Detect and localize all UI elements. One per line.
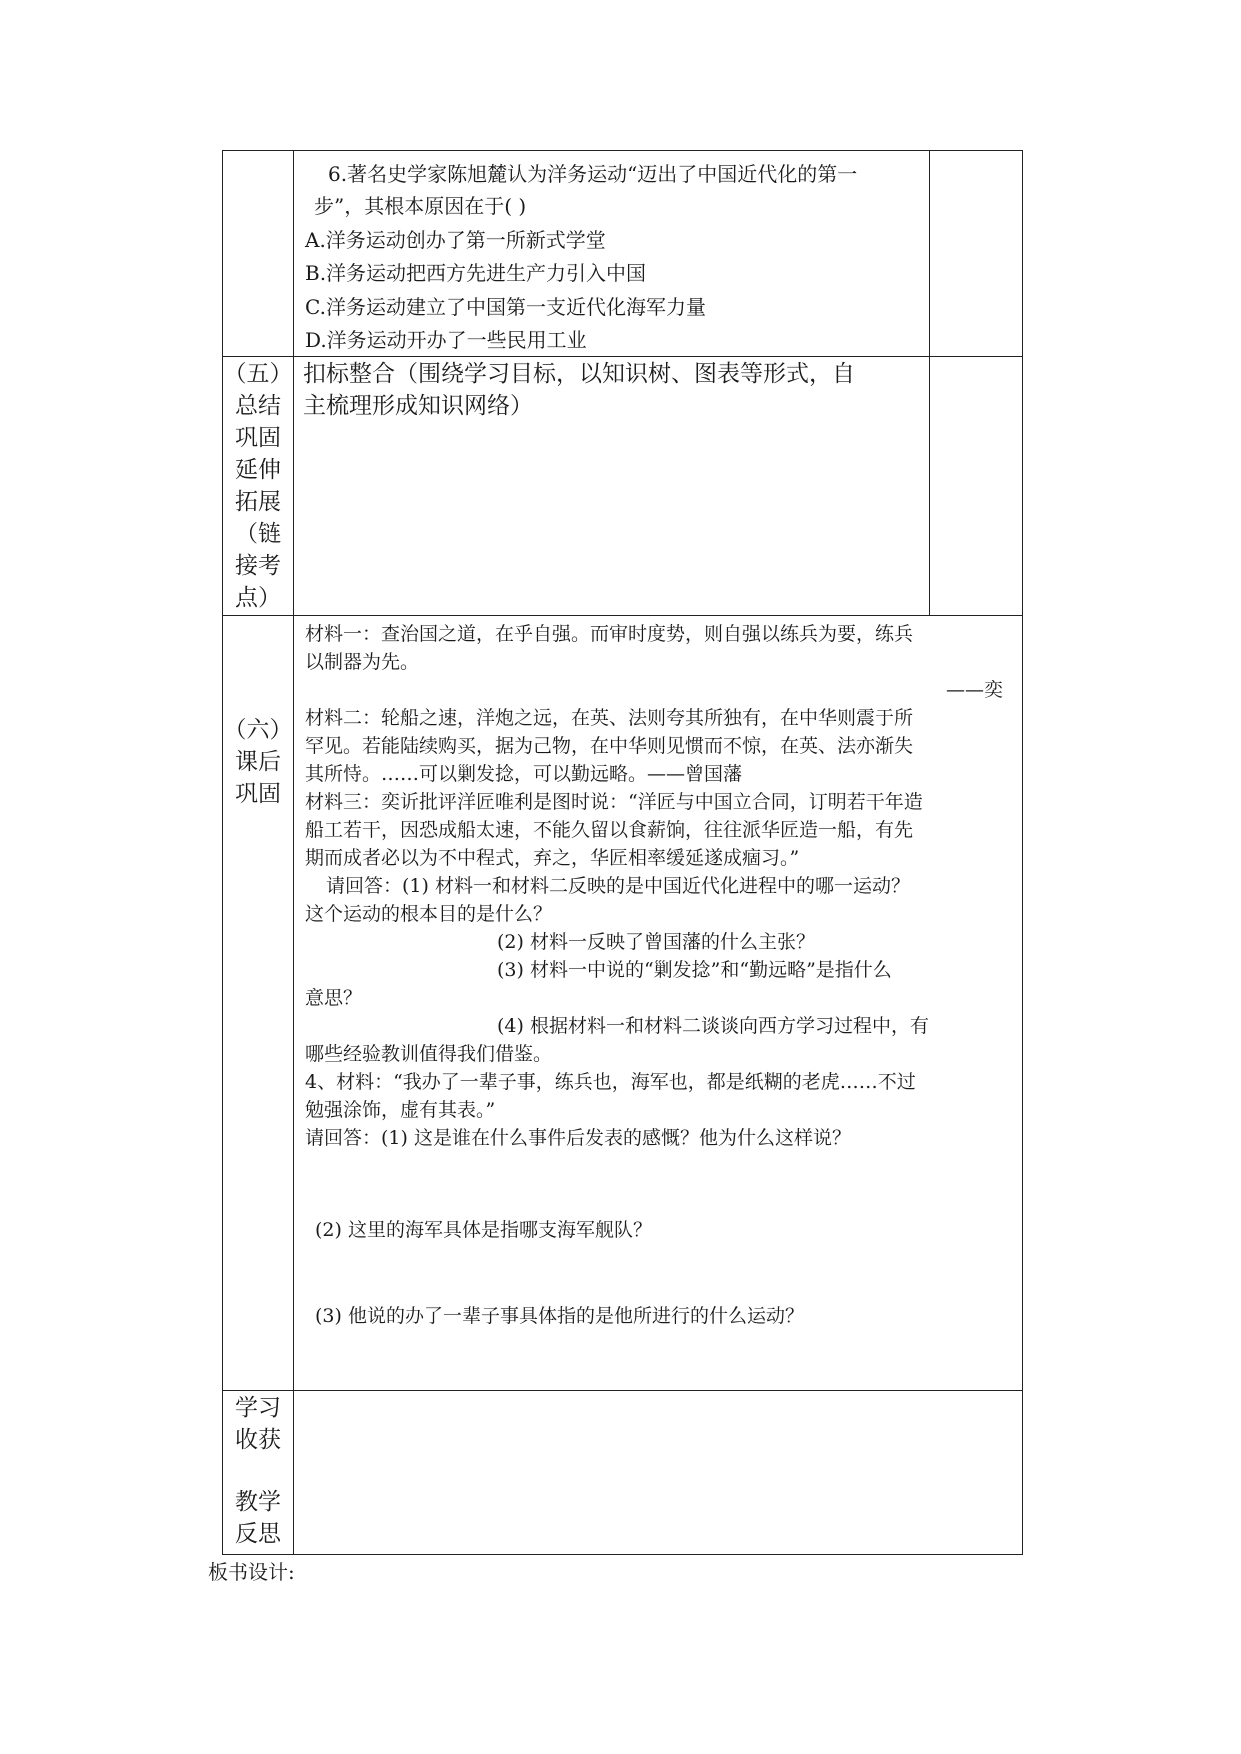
option-d: D.洋务运动开办了一些民用工业: [305, 328, 587, 352]
question-1-line-2: 这个运动的根本目的是什么？: [305, 903, 553, 925]
option-c: C.洋务运动建立了中国第一支近代化海军力量: [305, 295, 706, 319]
label-spacer: [223, 1456, 293, 1486]
material-1-source: ——奕: [946, 679, 1004, 701]
question-stem-line-1: 6.著名史学家陈旭麓认为洋务运动“迈出了中国近代化的第一: [328, 162, 858, 186]
material-4-line-1: 4、材料：“我办了一辈子事，练兵也，海军也，都是纸糊的老虎……不过: [305, 1071, 916, 1093]
material-1-line-1: 材料一：查治国之道，在乎自强。而审时度势，则自强以练兵为要，练兵: [305, 623, 914, 645]
question-2: (2) 材料一反映了曾国藩的什么主张？: [497, 931, 815, 953]
material-4-question-2: (2) 这里的海军具体是指哪支海军舰队？: [315, 1219, 652, 1241]
material-3-line-1: 材料三：奕䜣批评洋匠唯利是图时说：“洋匠与中国立合同，订明若干年造: [305, 791, 923, 813]
section-7-label: 学习 收获 教学 反思: [223, 1392, 293, 1550]
material-1-line-2: 以制器为先。: [305, 651, 420, 673]
question-4-line-1: (4) 根据材料一和材料二谈谈向西方学习过程中，有: [497, 1015, 929, 1037]
section-5-label: （五） 总结 巩固 延伸 拓展 （链 接考 点）: [223, 361, 293, 611]
option-a: A.洋务运动创办了第一所新式学堂: [305, 228, 606, 252]
material-3-line-3: 期而成者必以为不中程式，弃之，华匠相率缓延遂成痼习。”: [305, 847, 800, 869]
row-divider-3: [222, 1390, 1022, 1391]
material-2-line-2: 罕见。若能陆续购买，据为己物，在中华则见惯而不惊，在英、法亦渐失: [305, 735, 914, 757]
row-divider-2: [222, 615, 1022, 616]
table-border-right: [1022, 150, 1023, 1555]
question-3-line-2: 意思？: [305, 987, 363, 1009]
question-4-line-2: 哪些经验教训值得我们借鉴。: [305, 1043, 553, 1065]
board-design-label: 板书设计:: [208, 1560, 295, 1584]
option-b: B.洋务运动把西方先进生产力引入中国: [305, 261, 647, 285]
section-5-content-line-2: 主梳理形成知识网络）: [303, 393, 533, 419]
material-4-question-3: (3) 他说的办了一辈子事具体指的是他所进行的什么运动？: [315, 1305, 804, 1327]
table-border-bottom: [222, 1554, 1022, 1555]
table-border-top: [222, 150, 1022, 151]
column-divider-1: [293, 150, 294, 1555]
question-1-line-1: 请回答：(1) 材料一和材料二反映的是中国近代化进程中的哪一运动？: [326, 875, 910, 897]
material-4-question-1: 请回答：(1) 这是谁在什么事件后发表的感慨？他为什么这样说？: [305, 1127, 851, 1149]
material-3-line-2: 船工若干，因恐成船太速，不能久留以食薪饷，往往派华匠造一船，有先: [305, 819, 914, 841]
row-divider-1: [222, 356, 1022, 357]
material-2-line-3: 其所恃。……可以剿发捻，可以勤远略。——曾国藩: [305, 763, 743, 785]
material-2-line-1: 材料二：轮船之速，洋炮之远，在英、法则夸其所独有，在中华则震于所: [305, 707, 914, 729]
question-stem-line-2: 步”，其根本原因在于( ): [314, 194, 527, 218]
column-divider-2: [929, 150, 930, 615]
section-5-content-line-1: 扣标整合（围绕学习目标，以知识树、图表等形式，自: [303, 361, 855, 387]
section-6-label: （六） 课后 巩固: [223, 717, 293, 807]
question-3-line-1: (3) 材料一中说的“剿发捻”和“勤远略”是指什么: [497, 959, 892, 981]
material-4-line-2: 勉强涂饰，虚有其表。”: [305, 1099, 496, 1121]
